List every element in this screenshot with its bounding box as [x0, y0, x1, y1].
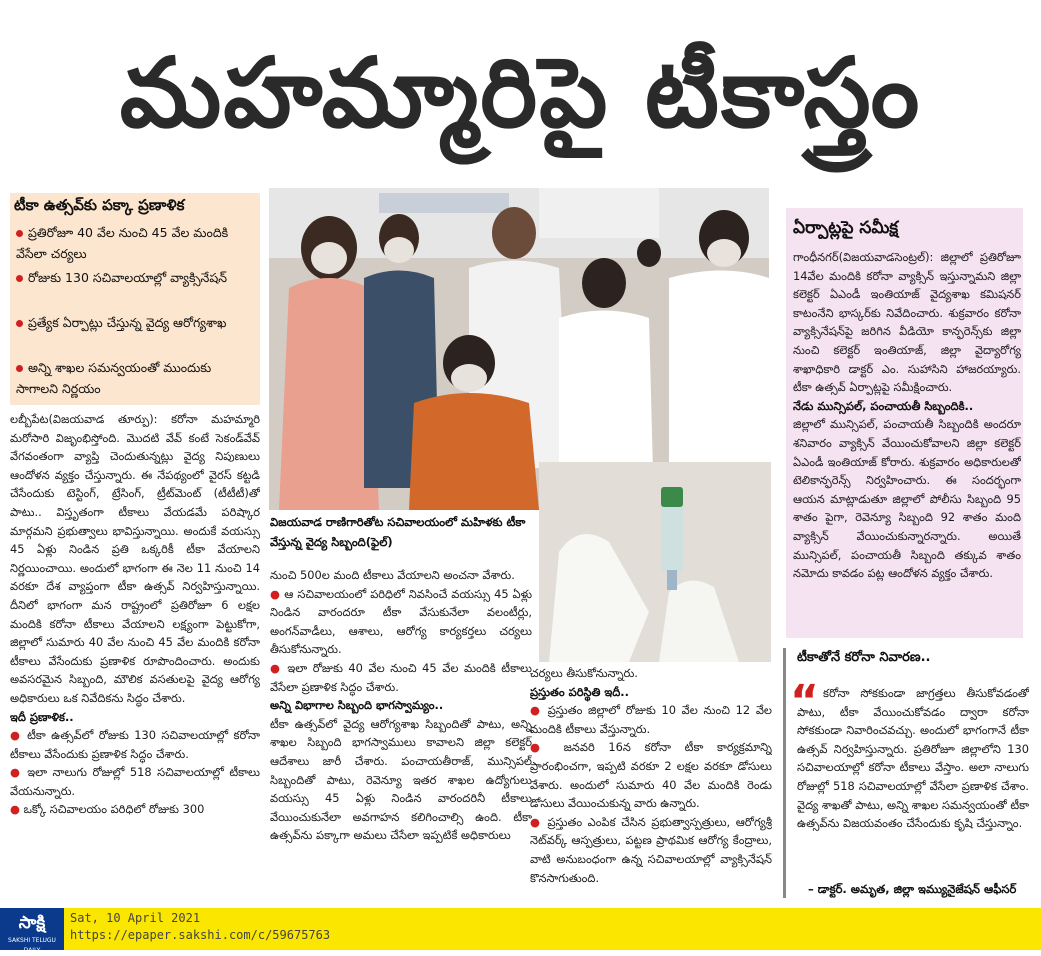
bullet-item: ● ఇలా నాలుగు రోజుల్లో 518 సచివాలయాల్లో టీకాలు వేయనున్నారు. [10, 765, 260, 798]
vaccine-vial-icon [539, 462, 771, 662]
photo-caption: విజయవాడ రాణిగారితోట సచివాలయంలో మహిళకు టీకా వేస్తున్న వైద్య సిబ్బంది(ఫైల్) [270, 515, 526, 549]
subheading: నేడు మున్సిపల్, పంచాయతీ సిబ్బందికి.. [793, 398, 974, 413]
vaccine-vial-photo [539, 462, 771, 662]
paragraph: లబ్బీపేట(విజయవాడ తూర్పు): కరోనా మహమ్మారి మరోసారి విజృంభిస్తోంది. మొదటి వేవ్ కంటే సెకండ్‌వేవ్ వేగవంతంగా వ్యాప్తి చెందుతున్నట్లు వైద్య నిపుణులు ఆందోళన వ్యక్తం చేస్తున్నారు. ఈ నేపథ్యంలో వైరస్ కట్టడి చేసేందుకు టెస్టింగ్, ట్రేసింగ్, ట్రీట్‌మెంట్ (టీటీటీ)తో పాటు.. విస్తృతంగా టీకాలు వేయడమే పరిష్కార మార్గమని ప్రభుత్వాలు భావిస్తున్నాయి. అందుకే వయస్సు 45 ఏళ్లు నిండిన ప్రతి ఒక్కరికీ టీకా వేయాలని నిర్ణయించాయి. అందులో భాగంగా ఈ నెల 11 నుంచి 14 వరకూ దేశ వ్యాప్తంగా టీకా ఉత్సవ్ నిర్వహిస్తున్నాయి. దీనిలో భాగంగా మన రాష్ట్రంలో ప్రతిరోజూ 6 లక్షల మందికి కరోనా టీకాలు వేయాలని లక్ష్యంగా పెట్టుకోగా, జిల్లాలో సుమారు 40 వేల నుంచి 45 వేల మందికి కరోనా టీకాలు వేసేందుకు ప్రణాళిక రూపొందించారు. అందుకు అవసరమైన సిబ్బంది, మౌలిక వసతులపై వైద్య ఆరోగ్య అధికారులు ఒక నివేదికను సిద్ధం చేశారు. [10, 412, 260, 705]
quote-rule [783, 648, 786, 898]
highlight-item: రోజుకు 130 సచివాలయాల్లో వ్యాక్సినేషన్ [16, 267, 254, 288]
highlight-item: ప్రత్యేక ఏర్పాట్లు చేస్తున్న వైద్య ఆరోగ్యశాఖ [16, 312, 254, 333]
highlight-item: ప్రతిరోజూ 40 వేల నుంచి 45 వేల మందికి వేసేలా చర్యలు [16, 225, 229, 261]
subheading: అన్ని విభాగాల సిబ్బంది భాగస్వామ్యం.. [270, 698, 444, 713]
paragraph: గాంధీనగర్(విజయవాడసెంట్రల్): జిల్లాలో ప్రతిరోజూ 14వేల మందికి కరోనా వ్యాక్సిన్ ఇస్తున్నామని జిల్లా కలెక్టర్ ఏఎండీ ఇంతియాజ్ వైద్యశాఖ కమిషనర్ కాటంనేని భాస్కర్‌కు నివేదించారు. శుక్రవారం కరోనా వ్యాక్సినేషన్‌పై జరిగిన వీడియో కాన్ఫరెన్స్‌కు జిల్లా నుంచి కలెక్టర్ ఇంతియాజ్, జిల్లా వైద్యారోగ్య శాఖాధికారి డాక్టర్ ఎం. సుహాసిని హాజరయ్యారు. టీకా ఉత్సవ్ ఏర్పాట్లపై సమీక్షించారు. [793, 250, 1021, 395]
bullet-item: ● ఒక్కో సచివాలయం పరిధిలో రోజుకు 300 [10, 802, 205, 817]
bullet-item: ● ప్రస్తుతం ఎంపిక చేసిన ప్రభుత్వాస్పత్రులు, ఆరోగ్యశ్రీ నెట్‌వర్క్ ఆస్పత్రులు, పట్టణ ప్రాథమిక ఆరోగ్య కేంద్రాలు, వాటి అనుబంధంగా ఉన్న సచివాలయాల్లో వ్యాక్సినేషన్ కొనసాగుతుంది. [530, 814, 772, 885]
bullet-icon [16, 320, 23, 327]
highlights-title: టీకా ఉత్సవ్‌కు పక్కా ప్రణాళిక [14, 196, 185, 214]
quote-text: కరోనా సోకకుండా జాగ్రత్తలు తీసుకోవడంతో పాటు, టీకా వేయించుకోవడం ద్వారా కరోనా సోకకుండా నివారించవచ్చు. అందులో భాగంగానే టీకా ఉత్సవ్ నిర్వహిస్తున్నారు. ప్రతిరోజూ జిల్లాలోని 130 సచివాలయాల్లో కరోనా టీకాలు వేస్తాం. అలా నాలుగు రోజుల్లో 518 సచివాలయాల్లో వేసేలా ప్రణాళిక చేశాం. వైద్య శాఖతో పాటు, అన్ని శాఖల సమన్వయంతో టీకా ఉత్సవ్‌ను విజయవంతం చేసేందుకు కృషి చేస్తున్నాం. [797, 686, 1029, 831]
bullet-icon [16, 230, 23, 237]
article-column-3 [530, 664, 772, 900]
bullet-item: ● ఆ సచివాలయంలో పరిధిలో నివసించే వయస్సు 45 ఏళ్లు నిండిన వారందరూ టీకా వేసుకునేలా వలంటీర్లు, అంగన్‌వాడీలు, ఆశాలు, ఆరోగ్య కార్యకర్తలు చర్యలు తీసుకోనున్నారు. [270, 586, 532, 657]
footer-date: Sat, 10 April 2021 [70, 911, 201, 925]
subheading: ఇదీ ప్రణాళిక.. [10, 709, 74, 724]
article-column-2 [270, 566, 532, 900]
bullet-icon [16, 365, 23, 372]
review-panel-text [793, 248, 1021, 633]
bullet-item: ● ప్రస్తుతం జిల్లాలో రోజుకు 10 వేల నుంచి 12 వేల మందికి టీకాలు వేస్తున్నారు. [530, 703, 772, 736]
highlight-item: అన్ని శాఖల సమన్వయంతో ముందుకు సాగాలని నిర్ణయం [16, 360, 212, 396]
subheading: ప్రస్తుతం పరిస్థితి ఇదీ.. [530, 684, 629, 699]
logo-subtext: SAKSHI TELUGU DAILY [8, 937, 56, 954]
paragraph: టీకా ఉత్సవ్‌లో వైద్య ఆరోగ్యశాఖ సిబ్బందితో పాటు, అన్ని శాఖల సిబ్బంది భాగస్వాములు కావాలని జిల్లా కలెక్టర్ ఆదేశాలు జారీ చేశారు. పంచాయతీరాజ్, మున్సిపల్ సిబ్బందితో పాటు, రెవెన్యూ ఇతర శాఖల ఉద్యోగులు వయస్సు 45 ఏళ్లు నిండిన వారందరినీ టీకాలు వేయించుకునేలా అవగాహన కలిగించాల్సి ఉంది. టీకా ఉత్సవ్‌ను పక్కాగా అమలు చేసేలా ఇప్పటికే అధికారులు [270, 716, 532, 843]
bullet-item: ● జనవరి 16న కరోనా టీకా కార్యక్రమాన్ని ప్రారంభించగా, ఇప్పటి వరకూ 2 లక్షల వరకూ డోసులు వేశారు. అందులో సుమారు 40 వేల మందికి రెండు డోసులు వేయించుకున్న వారు ఉన్నారు. [530, 740, 772, 811]
logo-text: సాక్షి [18, 913, 46, 933]
footer-url[interactable]: https://epaper.sakshi.com/c/59675763 [70, 928, 331, 942]
bullet-item: ● టీకా ఉత్సవ్‌లో రోజుకు 130 సచివాలయాల్లో కరోనా టీకాలు వేసేందుకు ప్రణాళిక సిద్ధం చేశారు. [10, 728, 260, 761]
paragraph: చర్యలు తీసుకోనున్నారు. [530, 666, 638, 680]
quote-mark-icon: “ [790, 676, 819, 727]
bullet-icon [16, 275, 23, 282]
page-headline: మహమ్మారిపై టీకాస్త్రం [119, 37, 922, 149]
paragraph: జిల్లాలో మున్సిపల్, పంచాయతీ సిబ్బందికి అందరూ శనివారం వ్యాక్సిన్ వేయించుకోవాలని జిల్లా కలెక్టర్ ఏఎండీ ఇంతియాజ్ కోరారు. శుక్రవారం అధికారులతో టెలికాన్ఫరెన్స్ నిర్వహించారు. ఈ సందర్భంగా ఆయన మాట్లాడుతూ జిల్లాలో పోలీసు సిబ్బంది 95 శాతం పైగా, రెవెన్యూ సిబ్బంది 92 శాతం మంది వ్యాక్సిన్ వేయించుకున్నారన్నారు. అయితే మున్సిపల్, పంచాయతీ సిబ్బంది తక్కువ శాతం నమోదు కావడం పట్ల ఆందోళన వ్యక్తం చేశారు. [793, 417, 1021, 581]
review-panel-title: ఏర్పాట్లపై సమీక్ష [793, 218, 899, 238]
sakshi-logo [0, 908, 64, 954]
bullet-item: ● ఇలా రోజుకు 40 వేల నుంచి 45 వేల మందికి టీకాలు వేసేలా ప్రణాళిక సిద్ధం చేశారు. [270, 660, 532, 694]
paragraph: నుంచి 500ల మంది టీకాలు వేయాలని అంచనా వేశారు. [270, 568, 515, 582]
quote-title: టీకాతోనే కరోనా నివారణ.. [797, 650, 931, 665]
article-column-1 [10, 410, 260, 900]
quote-author: – డాక్టర్. అమృత, జిల్లా ఇమ్యునైజేషన్ ఆఫీసర్ [808, 882, 1017, 896]
